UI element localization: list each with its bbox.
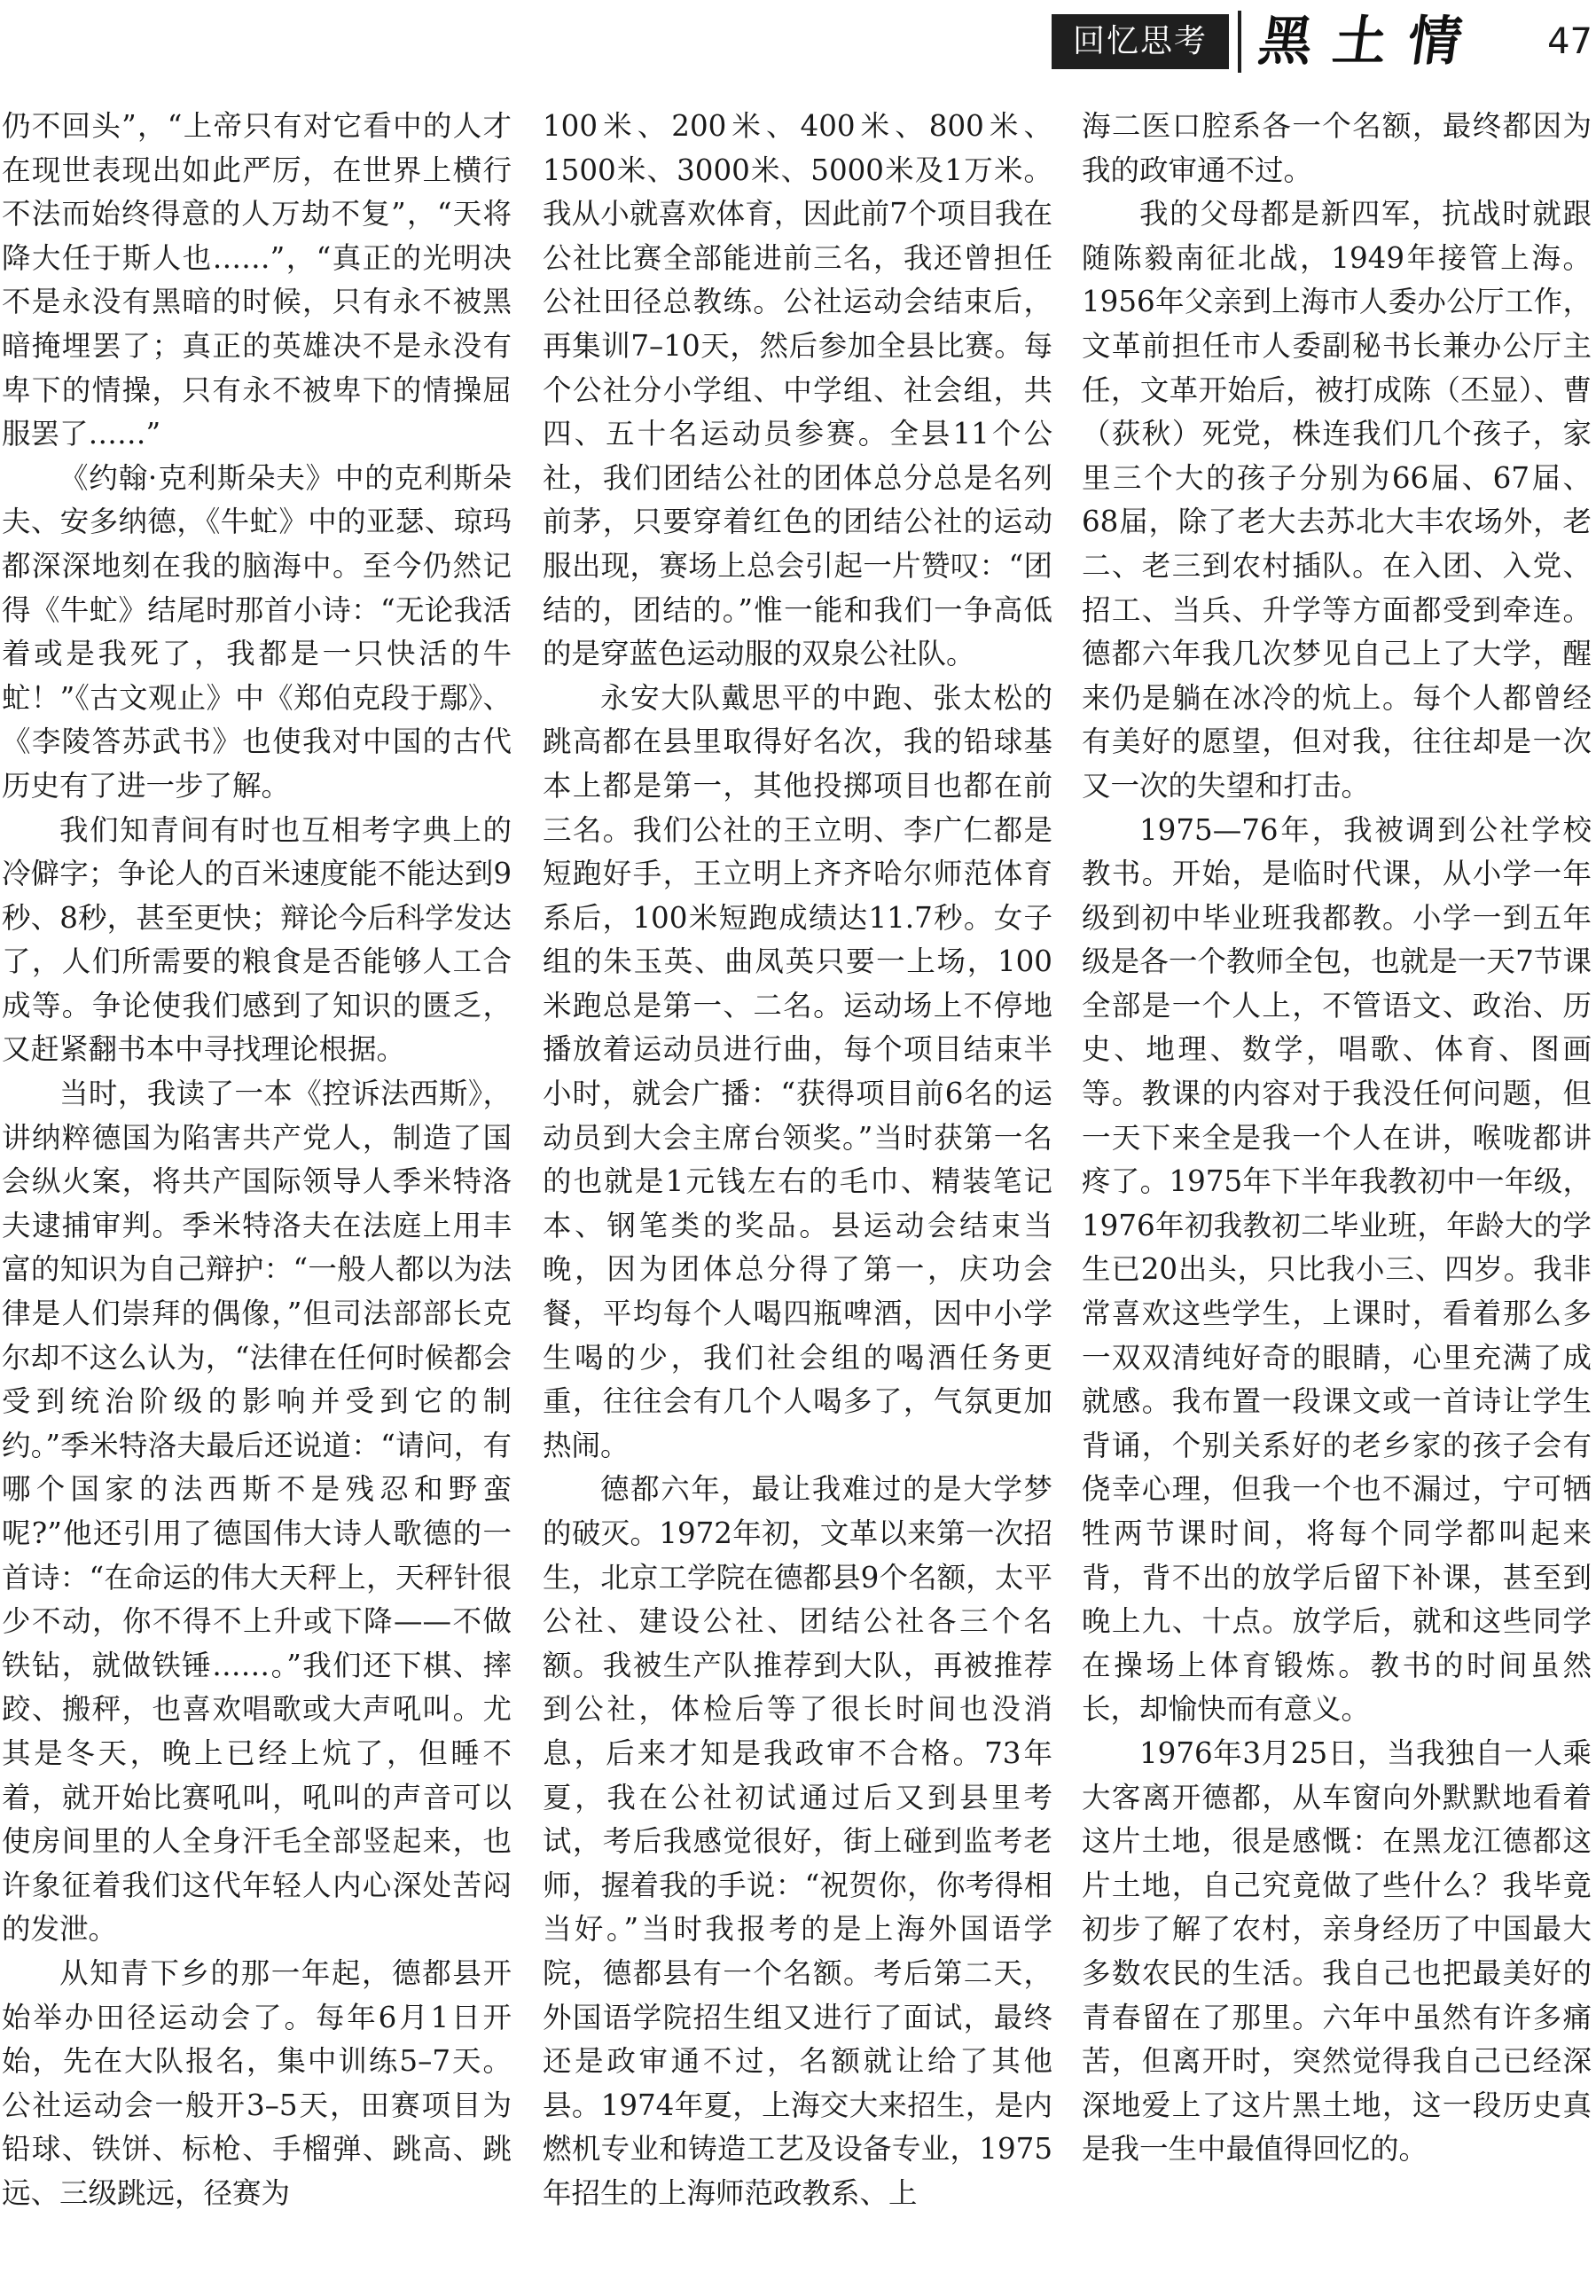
paragraph: 我的父母都是新四军，抗战时就跟随陈毅南征北战，1949年接管上海。1956年父亲到上海市人委办公厅工作，文革前担任市人委副秘书长兼办公厅主任，文革开始后，被打成陈（丕显）、曹（荻秋）死党，株连我们几个孩子，家里三个大的孩子分别为66届、67届、68届，除了老大去苏北大丰农场外，老二、老三到农村插队。在入团、入党、招工、当兵、升学等方面都受到牵连。德都六年我几次梦见自己上了大学，醒来仍是躺在冰冷的炕上。每个人都曾经有美好的愿望，但对我，往往却是一次又一次的失望和打击。 (1082, 197, 1592, 803)
paragraph: 《约翰·克利斯朵夫》中的克利斯朵夫、安多纳德，《牛虻》中的亚瑟、琼玛都深深地刻在我的脑海中。至今仍然记得《牛虻》结尾时那首小诗：“无论我活着或是我死了，我都是一只快活的牛虻！”《古文观止》中《郑伯克段于鄢》、《李陵答苏武书》也使我对中国的古代历史有了进一步了解。 (2, 460, 512, 803)
page-number: 47 (1547, 21, 1592, 62)
section-tag: 回忆思考 (1052, 14, 1229, 69)
paragraph: 永安大队戴思平的中跑、张太松的跳高都在县里取得好名次，我的铅球基本上都是第一，其他投掷项目也都在前三名。我们公社的王立明、李广仁都是短跑好手，王立明上齐齐哈尔师范体育系后，100米短跑成绩达11.7秒。女子组的朱玉英、曲凤英只要一上场，100米跑总是第一、二名。运动场上不停地播放着运动员进行曲，每个项目结束半小时，就会广播：“获得项目前6名的运动员到大会主席台领奖。”当时获第一名的也就是1元钱左右的毛巾、精装笔记本、钢笔类的奖品。县运动会结束当晚，因为团体总分得了第一，庆功会餐，平均每个人喝四瓶啤酒，因中小学生喝的少，我们社会组的喝酒任务更重，往往会有几个人喝多了，气氛更加热闹。 (543, 680, 1052, 1462)
paragraph: 海二医口腔系各一个名额，最终都因为我的政审通不过。 (1082, 109, 1592, 187)
header-divider (1238, 11, 1241, 73)
paragraph: 1976年3月25日，当我独自一人乘大客离开德都，从车窗向外默默地看着这片土地，很是感慨：在黑龙江德都这片土地，自己究竟做了些什么？我毕竟初步了解了农村，亲身经历了中国最大多数农民的生活。我自己也把最美好的青春留在了那里。六年中虽然有许多痛苦，但离开时，突然觉得我自己已经深深地爱上了这片黑土地，这一段历史真是我一生中最值得回忆的。 (1082, 1736, 1592, 2167)
paragraph: 从知青下乡的那一年起，德都县开始举办田径运动会了。每年6月1日开始，先在大队报名，集中训练5–7天。公社运动会一般开3–5天，田赛项目为铅球、铁饼、标枪、手榴弹、跳高、跳远、三级跳远，径赛为 (2, 1955, 512, 2210)
text-column-2 (543, 105, 1052, 2293)
paragraph: 德都六年，最让我难过的是大学梦的破灭。1972年初，文革以来第一次招生，北京工学院在德都县9个名额，太平公社、建设公社、团结公社各三个名额。我被生产队推荐到大队，再被推荐到公社，体检后等了很长时间也没消息，后来才知是我政审不合格。73年夏，我在公社初试通过后又到县里考试，考后我感觉很好，街上碰到监考老师，握着我的手说：“祝贺你，你考得相当好。”当时我报考的是上海外国语学院，德都县有一个名额。考后第二天，外国语学院招生组又进行了面试，最终还是政审通不过，名额就让给了其他县。1974年夏，上海交大来招生，是内燃机专业和铸造工艺及设备专业，1975年招生的上海师范政教系、上 (543, 1472, 1052, 2210)
text-column-3 (1082, 105, 1592, 2293)
paragraph: 100米、200米、400米、800米、1500米、3000米、5000米及1万米。我从小就喜欢体育，因此前7个项目我在公社比赛全部能进前三名，我还曾担任公社田径总教练。公社运动会结束后，再集训7–10天，然后参加全县比赛。每个公社分小学组、中学组、社会组，共四、五十名运动员参赛。全县11个公社，我们团结公社的团体总分总是名列前茅，只要穿着红色的团结公社的运动服出现，赛场上总会引起一片赞叹：“团结的，团结的。”惟一能和我们一争高低的是穿蓝色运动服的双泉公社队。 (543, 109, 1052, 671)
magazine-logo: 黑土情 (1255, 11, 1487, 73)
paragraph: 仍不回头”，“上帝只有对它看中的人才在现世表现出如此严厉，在世界上横行不法而始终得意的人万劫不复”，“天将降大任于斯人也……”，“真正的光明决不是永没有黑暗的时候，只有永不被黑暗掩埋罢了；真正的英雄决不是永没有卑下的情操，只有永不被卑下的情操屈服罢了……” (2, 109, 512, 451)
paragraph: 我们知青间有时也互相考字典上的冷僻字；争论人的百米速度能不能达到9秒、8秒，甚至更快；辩论今后科学发达了，人们所需要的粮食是否能够人工合成等。争论使我们感到了知识的匮乏，又赶紧翻书本中寻找理论根据。 (2, 812, 512, 1067)
page-header (0, 9, 1596, 71)
paragraph: 1975—76年，我被调到公社学校教书。开始，是临时代课，从小学一年级到初中毕业班我都教。小学一到五年级是各一个教师全包，也就是一天7节课全部是一个人上，不管语文、政治、历史、地理、数学，唱歌、体育、图画等。教课的内容对于我没任何问题，但一天下来全是我一个人在讲，喉咙都讲疼了。1975年下半年我教初中一年级，1976年初我教初二毕业班，年龄大的学生已20出头，只比我小三、四岁。我非常喜欢这些学生，上课时，看着那么多一双双清纯好奇的眼睛，心里充满了成就感。我布置一段课文或一首诗让学生背诵，个别关系好的老乡家的孩子会有侥幸心理，但我一个也不漏过，宁可牺牲两节课时间，将每个同学都叫起来背，背不出的放学后留下补课，甚至到晚上九、十点。放学后，就和这些同学在操场上体育锻炼。教书的时间虽然长，却愉快而有意义。 (1082, 812, 1592, 1727)
text-column-1 (2, 105, 512, 2293)
paragraph: 当时，我读了一本《控诉法西斯》，讲纳粹德国为陷害共产党人，制造了国会纵火案，将共产国际领导人季米特洛夫逮捕审判。季米特洛夫在法庭上用丰富的知识为自己辩护：“一般人都以为法律是人们崇拜的偶像，”但司法部部长克尔却不这么认为，“法律在任何时候都会受到统治阶级的影响并受到它的制约。”季米特洛夫最后还说道：“请问，有哪个国家的法西斯不是残忍和野蛮呢?”他还引用了德国伟大诗人歌德的一首诗：“在命运的伟大天秤上，天秤针很少不动，你不得不上升或下降——不做铁钻，就做铁锤……。”我们还下棋、摔跤、搬秤，也喜欢唱歌或大声吼叫。尤其是冬天，晚上已经上炕了，但睡不着，就开始比赛吼叫，吼叫的声音可以使房间里的人全身汗毛全部竖起来，也许象征着我们这代年轻人内心深处苦闷的发泄。 (2, 1077, 512, 1947)
